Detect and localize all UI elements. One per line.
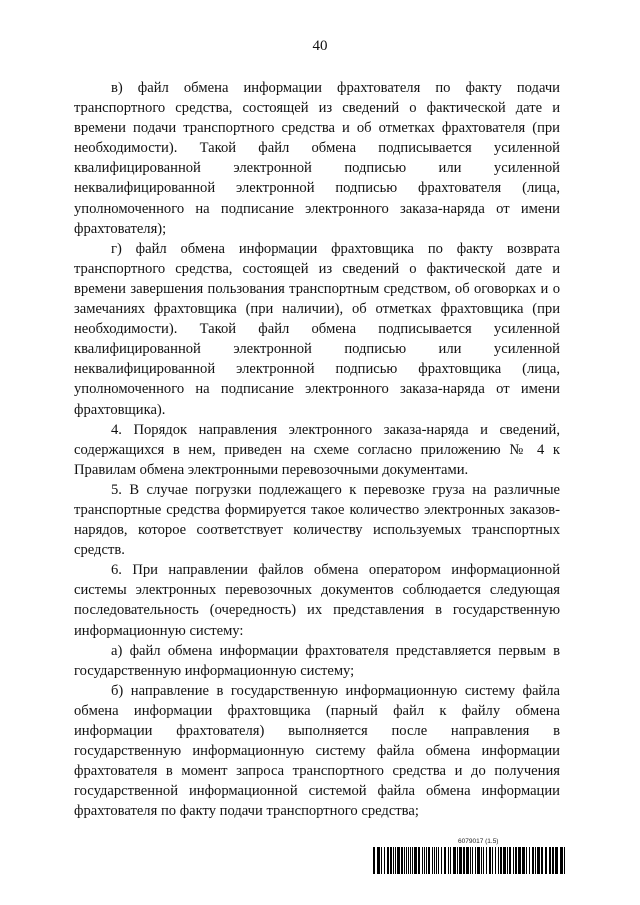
paragraph-b: б) направление в государственную информационную систему файла обмена информации фрахтовщика (парный файл к файлу обмена информации фрахтователя) выполняется после направления в государственную информационную систему файла обмена информации фрахтователя в момент запроса транспортного средства и до получения государственной информационной системой файла обмена информации фрахтователя по факту подачи транспортного средства; <box>74 682 560 820</box>
document-code: 6079017 (1.5) <box>458 838 499 845</box>
paragraph-g: г) файл обмена информации фрахтовщика по факту возврата транспортного средства, состоящей из сведений о фактической дате и времени завершения пользования транспортным средством, об оговорках и о замечаниях фрахтовщика (при наличии), об отметках фрахтовщика (при необходимости). Такой файл обмена подписывается усиленной квалифицированной электронной подписью или усиленной неквалифицированной электронной подписью фрахтовщика (лица, уполномоченного на подписание электронного заказа-наряда от имени фрахтовщика). <box>74 240 560 418</box>
paragraph-6: 6. При направлении файлов обмена оператором информационной системы электронных перевозочных документов соблюдается следующая последовательность (очередность) их представления в государственную информационную систему: <box>74 562 560 639</box>
barcode-image <box>373 847 567 874</box>
paragraph-v: в) файл обмена информации фрахтователя по факту подачи транспортного средства, состоящей из сведений о фактической дате и времени подачи транспортного средства и об отметках фрахтователя (при необходимости). Такой файл обмена подписывается усиленной квалифицированной электронной подписью или усиленной неквалифицированной электронной подписью фрахтователя (лица, уполномоченного на подписание электронного заказа-наряда от имени фрахтователя); <box>74 80 560 237</box>
document-body <box>74 78 560 821</box>
paragraph-5: 5. В случае погрузки подлежащего к перевозке груза на различные транспортные средства формируется такое количество электронных заказов-нарядов, которое соответствует количеству используемых транспортных средств. <box>74 481 560 559</box>
paragraph-4: 4. Порядок направления электронного заказа-наряда и сведений, содержащихся в нем, приведен на схеме согласно приложению № 4 к Правилам обмена электронными перевозочными документами. <box>74 421 560 478</box>
paragraph-a: а) файл обмена информации фрахтователя представляется первым в государственную информационную систему; <box>74 642 560 679</box>
page-number: 40 <box>312 38 328 54</box>
